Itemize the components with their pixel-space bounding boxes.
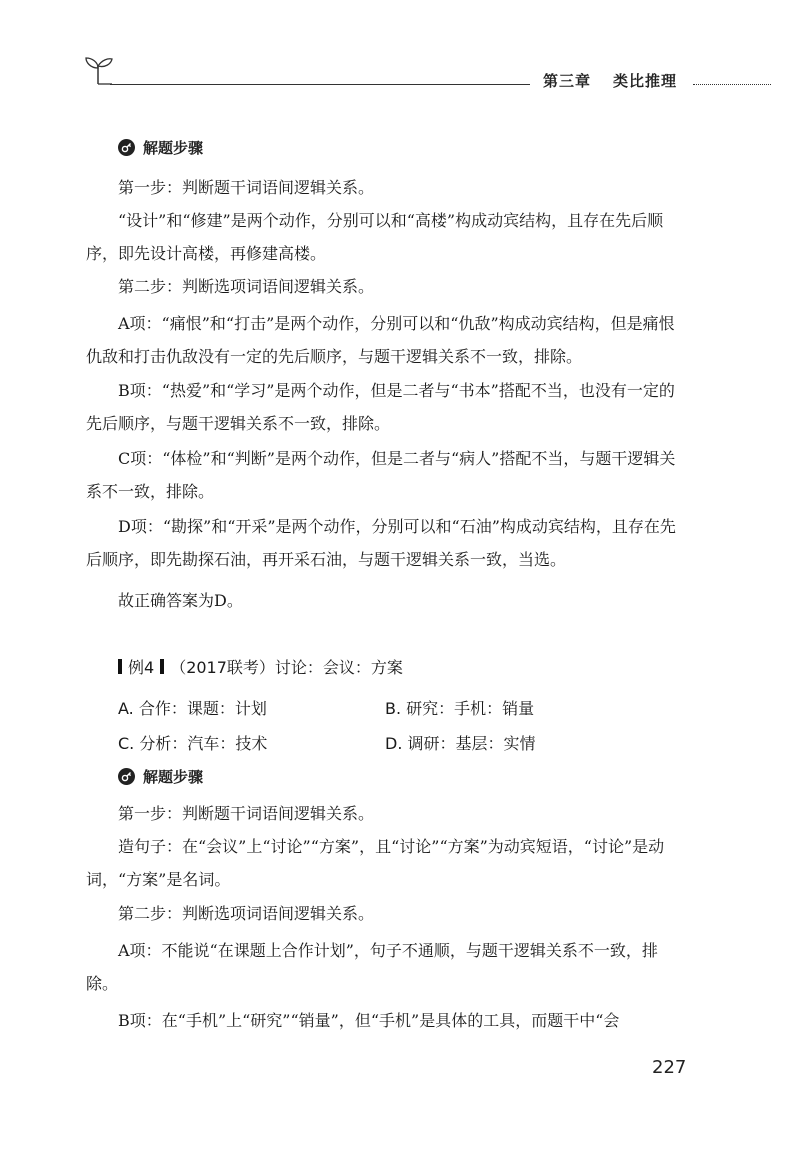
analysis-paragraph: “设计”和“修建”是两个动作，分别可以和“高楼”构成动宾结构，且存在先后顺序，即先设计高楼，再修建高楼。 bbox=[86, 211, 664, 263]
option-b: B. 研究：手机：销量 bbox=[385, 699, 535, 718]
example-label: 例4 bbox=[128, 658, 155, 677]
solution-heading-label: 解题步骤 bbox=[143, 139, 204, 157]
header-rule bbox=[110, 84, 530, 85]
example-question bbox=[118, 655, 403, 678]
step-two: 第二步：判断选项词语间逻辑关系。 bbox=[118, 277, 375, 296]
option-a: A. 合作：课题：计划 bbox=[118, 699, 267, 718]
option-a-analysis: A项：“痛恨”和“打击”是两个动作，分别可以和“仇敌”构成动宾结构，但是痛恨仇敌和打击仇敌没有一定的先后顺序，与题干逻辑关系不一致，排除。 bbox=[86, 314, 675, 366]
option-d-analysis: D项：“勘探”和“开采”是两个动作，分别可以和“石油”构成动宾结构，且存在先后顺序，即先勘探石油，再开采石油，与题干逻辑关系一致，当选。 bbox=[86, 517, 676, 569]
sprout-icon bbox=[80, 54, 120, 86]
example-source: （2017联考） bbox=[170, 658, 275, 677]
example-marker-left bbox=[118, 659, 122, 674]
example-marker-right bbox=[160, 659, 164, 674]
option-b-analysis: B项：在“手机”上“研究”“销量”，但“手机”是具体的工具，而题干中“会 bbox=[118, 1011, 620, 1030]
sentence-paragraph: 造句子：在“会议”上“讨论”“方案”，且“讨论”“方案”为动宾短语，“讨论”是动词，“方案”是名词。 bbox=[86, 837, 665, 889]
option-c-analysis: C项：“体检”和“判断”是两个动作，但是二者与“病人”搭配不当，与题干逻辑关系不一致，排除。 bbox=[86, 449, 676, 501]
key-badge-icon bbox=[118, 768, 135, 785]
option-b-analysis: B项：“热爱”和“学习”是两个动作，但是二者与“书本”搭配不当，也没有一定的先后顺序，与题干逻辑关系不一致，排除。 bbox=[86, 381, 675, 433]
option-c: C. 分析：汽车：技术 bbox=[118, 734, 268, 753]
chapter-title: 类比推理 bbox=[613, 72, 678, 90]
step-two: 第二步：判断选项词语间逻辑关系。 bbox=[118, 904, 375, 923]
header-rule-dotted bbox=[693, 84, 771, 85]
page-number: 227 bbox=[652, 1057, 687, 1078]
option-d: D. 调研：基层：实情 bbox=[385, 734, 536, 753]
solution-heading-2 bbox=[118, 766, 203, 787]
option-a-analysis: A项：不能说“在课题上合作计划”，句子不通顺，与题干逻辑关系不一致，排除。 bbox=[86, 941, 658, 993]
example-stem: 讨论：会议：方案 bbox=[274, 658, 403, 677]
solution-heading bbox=[118, 137, 203, 158]
step-one: 第一步：判断题干词语间逻辑关系。 bbox=[118, 178, 375, 197]
step-one: 第一步：判断题干词语间逻辑关系。 bbox=[118, 804, 375, 823]
chapter-heading bbox=[543, 70, 677, 91]
chapter-number: 第三章 bbox=[543, 72, 592, 90]
solution-heading-label: 解题步骤 bbox=[143, 768, 204, 786]
answer-line: 故正确答案为D。 bbox=[118, 591, 243, 610]
key-badge-icon bbox=[118, 139, 135, 156]
